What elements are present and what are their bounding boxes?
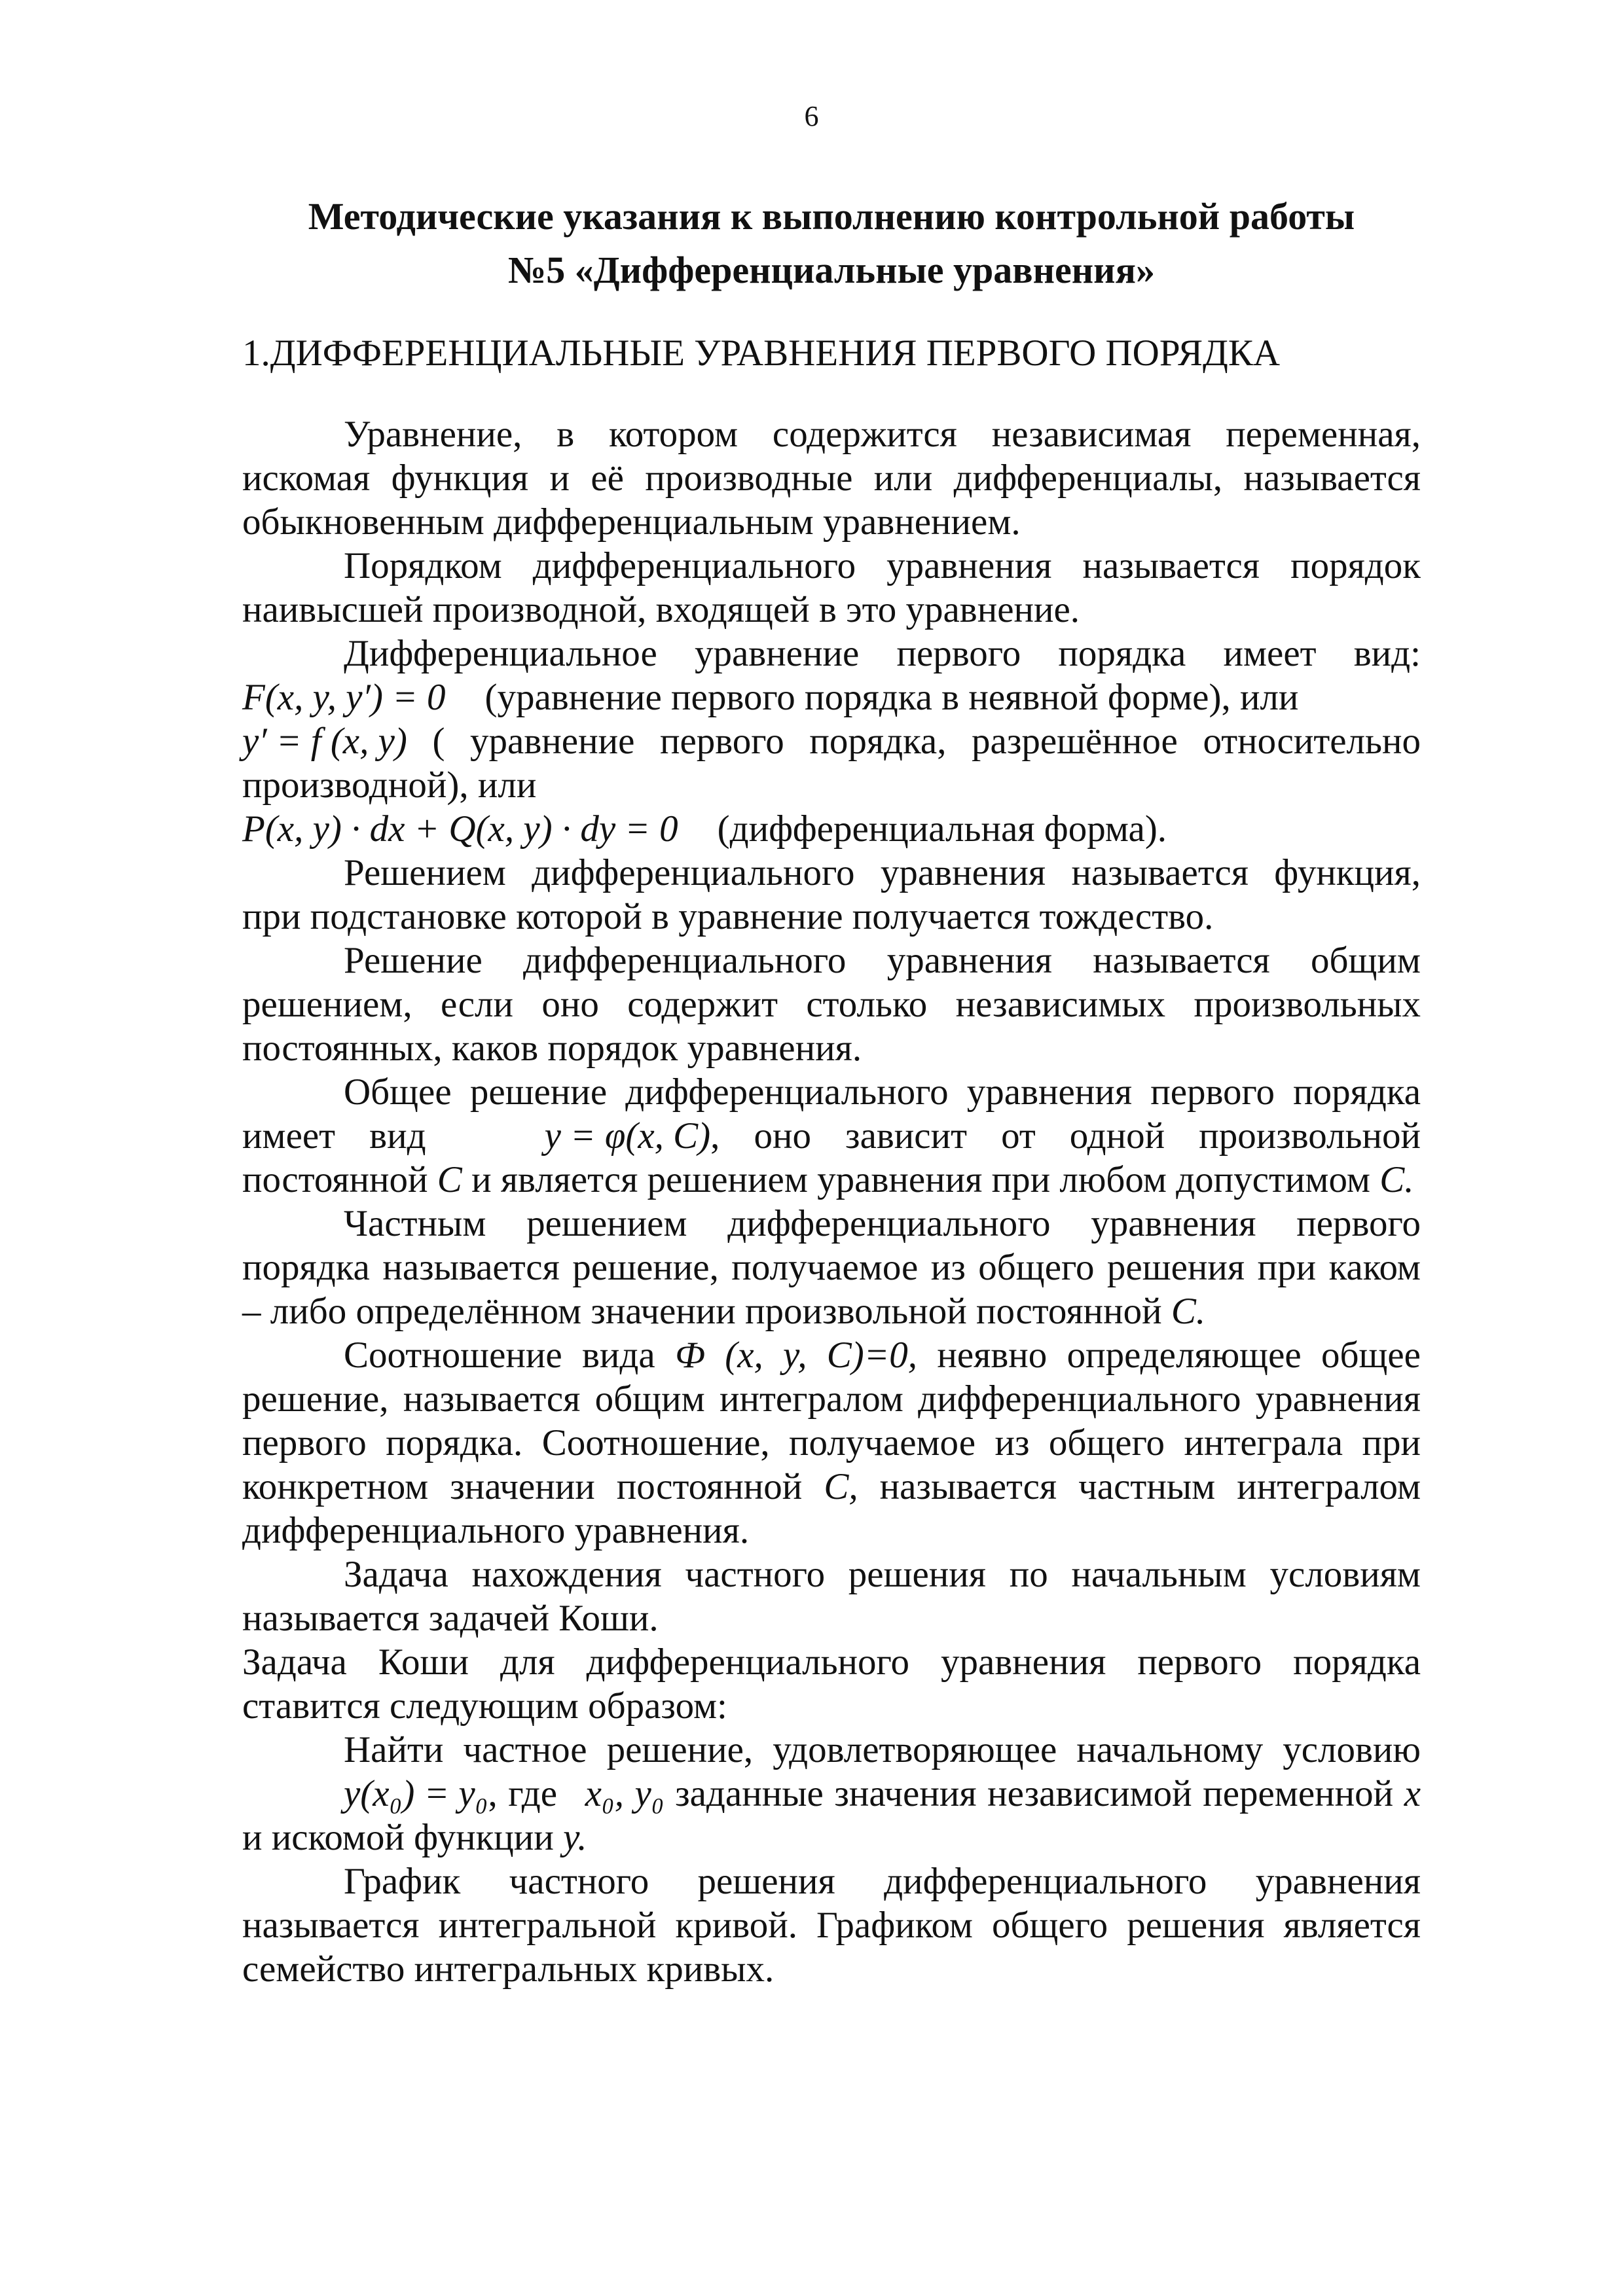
formula-differential-caption: (дифференциальная форма). xyxy=(717,808,1167,850)
paragraph-definition-ode: Уравнение, в котором содержится независимая переменная, искомая функция и её производные или дифференциалы, называется обыкновенным дифференциальным уравнением. xyxy=(242,414,1421,543)
formula-differential: P(x, y) · dx + Q(x, y) · dy = 0 xyxy=(242,808,678,850)
paragraph-general-solution: Решение дифференциального уравнения называется общим решением, если оно содержит столько независимых произвольных постоянных, каков порядок уравнения. xyxy=(242,940,1421,1069)
paragraph-order: Порядком дифференциального уравнения называется порядок наивысшей производной, входящей в это уравнение. xyxy=(242,545,1421,630)
paragraph-solution: Решением дифференциального уравнения называется функция, при подстановке которой в уравнение получается тождество. xyxy=(242,852,1421,937)
formula-line-differential xyxy=(242,807,1421,851)
formula-implicit-caption: (уравнение первого порядка в неявной форме), или xyxy=(484,677,1299,718)
paragraph-general-solution-form: Общее решение дифференциального уравнения первого порядка имеет вид y = φ(x, C), оно зависит от одной произвольной постоянной C и является решением уравнения при любом допустимом C. xyxy=(242,1071,1421,1200)
formula-implicit: F(x, y, y′) = 0 xyxy=(242,677,446,718)
paragraph-initial-condition: Найти частное решение, удовлетворяющее начальному условию y(x₀) = y₀, где x₀, y₀ заданные значения независимой переменной x и искомой функции y. xyxy=(242,1729,1421,1858)
section-heading: 1.ДИФФЕРЕНЦИАЛЬНЫЕ УРАВНЕНИЯ ПЕРВОГО ПОРЯДКА xyxy=(242,332,1281,374)
title-line-2: №5 «Дифференциальные уравнения» xyxy=(508,249,1155,291)
paragraph-cauchy-problem: Задача нахождения частного решения по начальным условиям называется задачей Коши. xyxy=(242,1554,1421,1639)
formula-line-resolved xyxy=(242,719,1421,807)
formula-line-implicit xyxy=(242,675,1421,719)
paragraph-integral-curve: График частного решения дифференциального уравнения называется интегральной кривой. Графиком общего решения является семейство интегральных кривых. xyxy=(242,1861,1421,1990)
formula-resolved-caption: ( уравнение первого порядка, разрешённое относительно производной), или xyxy=(242,721,1421,806)
page-title xyxy=(242,190,1421,297)
formula-resolved: y′ = f (x, y) xyxy=(242,721,407,762)
page-number: 6 xyxy=(804,100,819,132)
formula-initial-condition: y(x₀) = y₀ xyxy=(344,1773,488,1814)
paragraph-general-integral: Соотношение вида Ф (x, y, C)=0, неявно определяющее общее решение, называется общим интегралом дифференциального уравнения первого порядка. Соотношение, получаемое из общего интеграла при конкретном значении постоянной C, называется частным интегралом дифференциального уравнения. xyxy=(242,1335,1421,1551)
paragraph-cauchy-statement: Задача Коши для дифференциального уравнения первого порядка ставится следующим образом: xyxy=(242,1641,1421,1727)
paragraph-particular-solution: Частным решением дифференциального уравнения первого порядка называется решение, получаемое из общего решения при каком – либо определённом значении произвольной постоянной C. xyxy=(242,1203,1421,1332)
title-line-1: Методические указания к выполнению контрольной работы xyxy=(308,195,1355,238)
formula-general-solution: y = φ(x, C) xyxy=(544,1115,711,1157)
formula-general-integral: Ф (x, y, C)=0, xyxy=(675,1335,917,1376)
paragraph-first-order-intro: Дифференциальное уравнение первого порядка имеет вид: xyxy=(344,633,1421,674)
body-text xyxy=(242,412,1421,1991)
formula-initial-values: x₀, y₀ xyxy=(585,1773,665,1814)
